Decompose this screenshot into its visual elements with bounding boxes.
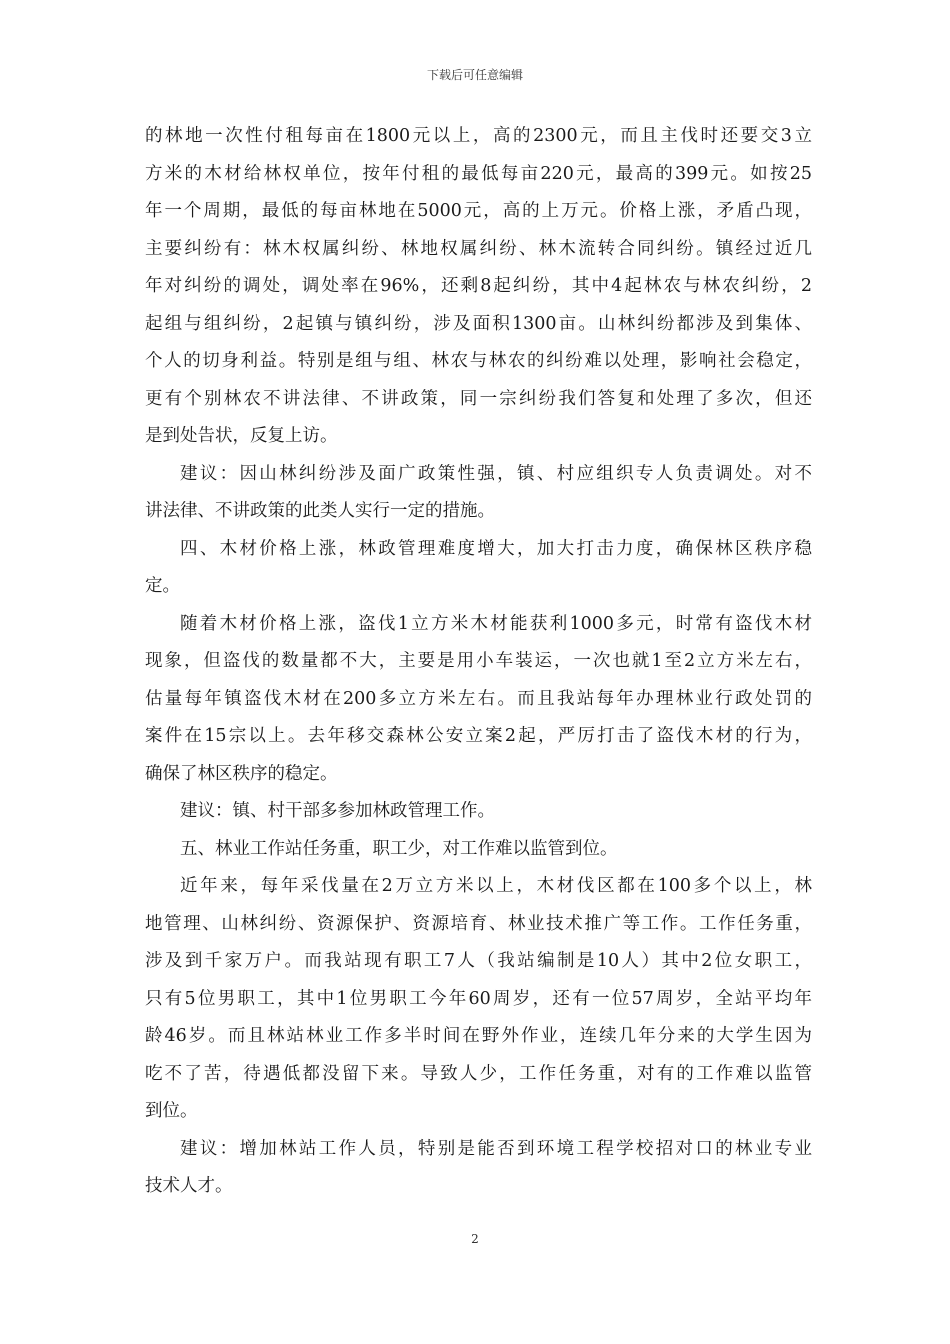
text-line: 龄46岁。而且林站林业工作多半时间在野外作业，连续几年分来的大学生因为 — [145, 1026, 812, 1046]
text-line: 讲法律、不讲政策的此类人实行一定的措施。 — [145, 501, 495, 521]
document-body — [145, 118, 812, 1206]
text-line: 起组与组纠纷，2起镇与镇纠纷，涉及面积1300亩。山林纠纷都涉及到集体、 — [145, 313, 812, 334]
text-line: 案件在15宗以上。去年移交森林公安立案2起，严厉打击了盗伐木材的行为， — [145, 726, 812, 746]
text-line: 建议：镇、村干部多参加林政管理工作。 — [180, 801, 495, 821]
section-heading-four: 四、木材价格上涨，林政管理难度增大，加大打击力度，确保林区秩序稳 — [180, 538, 812, 559]
text-line: 只有5位男职工，其中1位男职工今年60周岁，还有一位57周岁，全站平均年 — [145, 988, 812, 1009]
text-line: 是到处告状，反复上访。 — [145, 426, 338, 446]
text-line: 建议：增加林站工作人员，特别是能否到环境工程学校招对口的林业专业 — [180, 1138, 812, 1159]
text-line: 吃不了苦，待遇低都没留下来。导致人少，工作任务重，对有的工作难以监管 — [145, 1063, 812, 1084]
text-line: 涉及到千家万户。而我站现有职工7人（我站编制是10人）其中2位女职工， — [145, 951, 812, 971]
text-line: 地管理、山林纠纷、资源保护、资源培育、林业技术推广等工作。工作任务重， — [145, 913, 812, 934]
section-heading-five: 五、林业工作站任务重，职工少，对工作难以监管到位。 — [180, 838, 618, 859]
text-line: 主要纠纷有：林木权属纠纷、林地权属纠纷、林木流转合同纠纷。镇经过近几 — [145, 238, 812, 259]
text-line: 更有个别林农不讲法律、不讲政策，同一宗纠纷我们答复和处理了多次，但还 — [145, 388, 812, 409]
text-line: 方米的木材给林权单位，按年付租的最低每亩220元，最高的399元。如按25 — [145, 163, 812, 184]
section-heading-four-end: 定。 — [145, 576, 180, 596]
text-line: 的林地一次性付租每亩在1800元以上，高的2300元，而且主伐时还要交3立 — [145, 126, 812, 146]
text-line: 到位。 — [145, 1101, 198, 1121]
text-line: 现象，但盗伐的数量都不大，主要是用小车装运，一次也就1至2立方米左右， — [145, 651, 812, 671]
text-line: 近年来，每年采伐量在2万立方米以上，木材伐区都在100多个以上，林 — [180, 876, 812, 896]
page-number: 2 — [471, 1232, 479, 1246]
text-line: 年一个周期，最低的每亩林地在5000元，高的上万元。价格上涨，矛盾凸现， — [145, 201, 812, 221]
text-line: 随着木材价格上涨，盗伐1立方米木材能获利1000多元，时常有盗伐木材 — [180, 613, 812, 634]
text-line: 估量每年镇盗伐木材在200多立方米左右。而且我站每年办理林业行政处罚的 — [145, 688, 812, 709]
text-line: 建议：因山林纠纷涉及面广政策性强，镇、村应组织专人负责调处。对不 — [180, 463, 812, 484]
text-line: 个人的切身利益。特别是组与组、林农与林农的纠纷难以处理，影响社会稳定， — [145, 351, 812, 371]
text-line: 技术人才。 — [145, 1176, 233, 1196]
text-line: 年对纠纷的调处，调处率在96%，还剩8起纠纷，其中4起林农与林农纠纷，2 — [145, 276, 812, 296]
page-header: 下载后可任意编辑 — [426, 68, 523, 82]
text-line: 确保了林区秩序的稳定。 — [145, 763, 338, 784]
